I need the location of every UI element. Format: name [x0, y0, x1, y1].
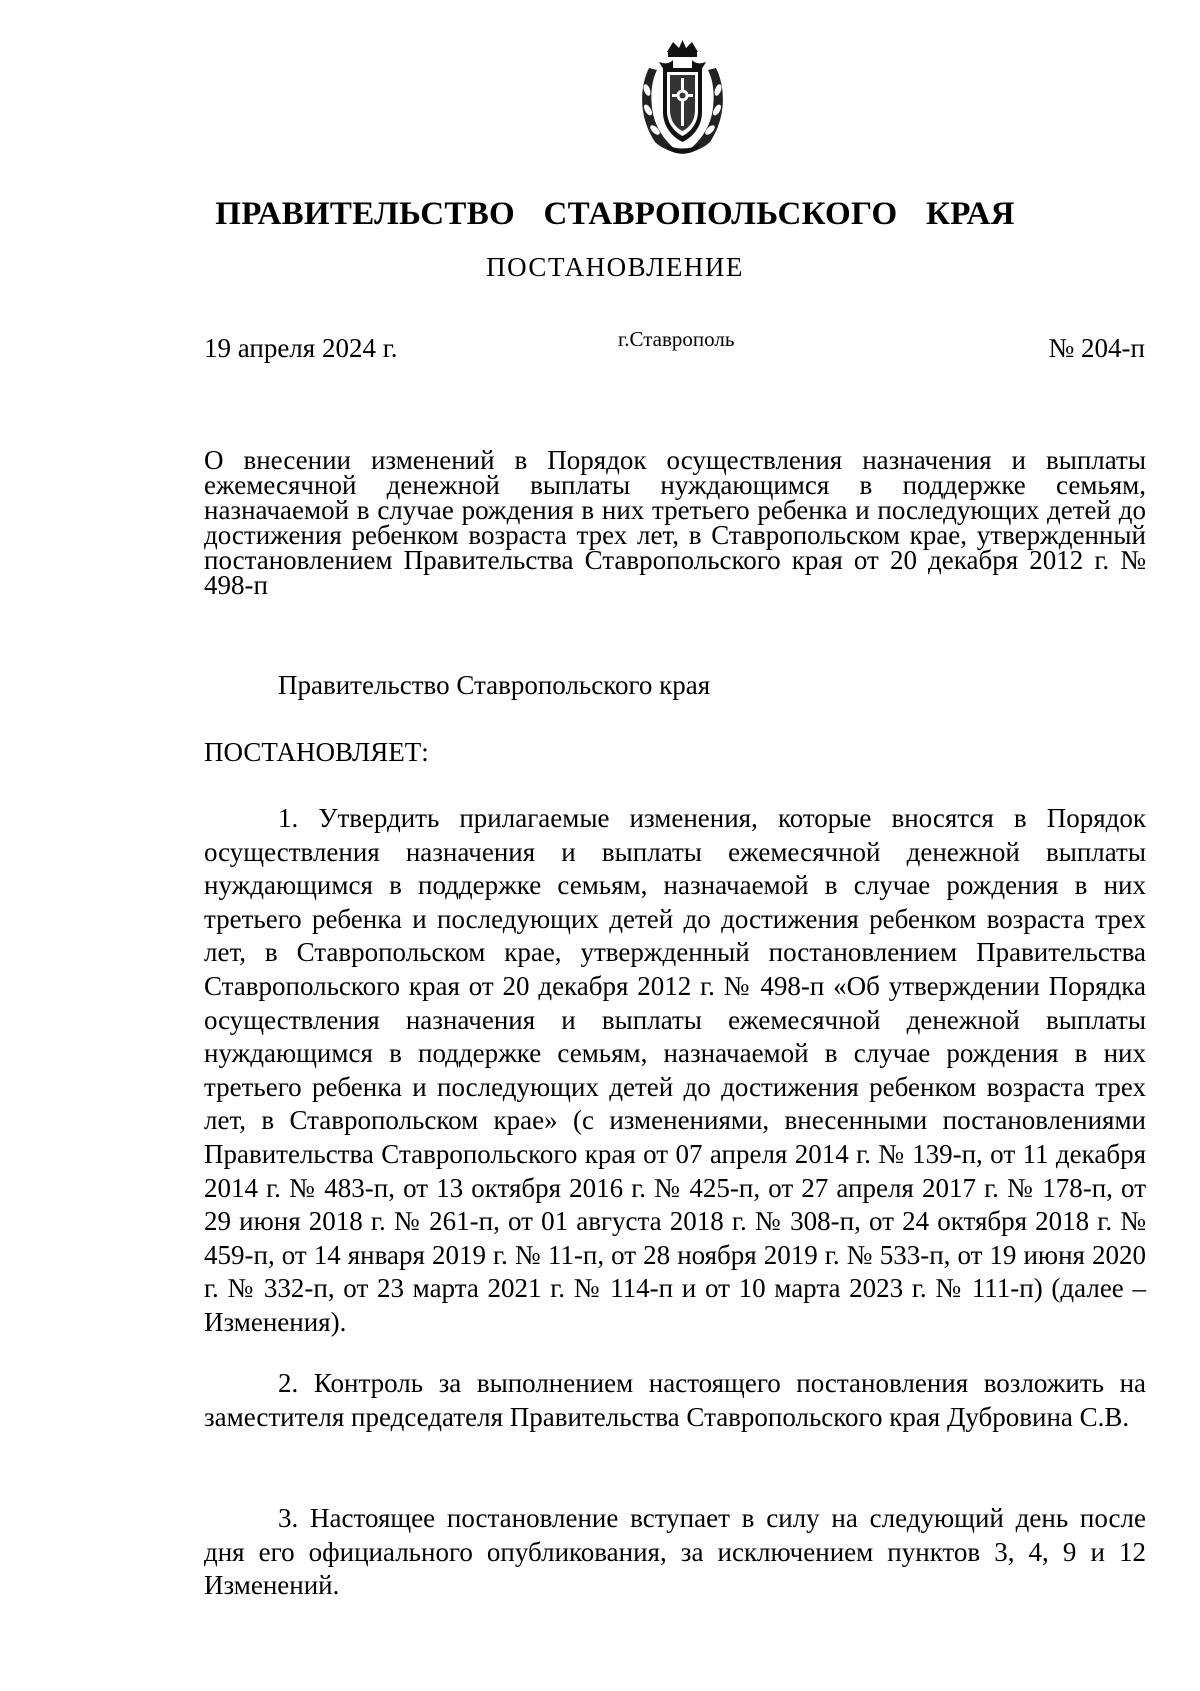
document-type: ПОСТАНОВЛЕНИЕ	[486, 252, 744, 282]
resolves-heading: ПОСТАНОВЛЯЕТ:	[204, 737, 429, 767]
preamble: Правительство Ставропольского края	[278, 670, 711, 700]
document-number: № 204-п	[1048, 333, 1145, 363]
organization-title: ПРАВИТЕЛЬСТВО СТАВРОПОЛЬСКОГО КРАЯ	[215, 196, 1015, 232]
document-subject: О внесении изменений в Порядок осуществления назначения и выплаты ежемесячной денежной выплаты нуждающимся в поддержке семьям, назначаемой в случае рождения в них третьего ребенка и последующих детей до достижения ребенком возраста трех лет, в Ставропольском крае, утвержденный постановлением Правительства Ставропольского края от 20 декабря 2012 г. № 498-п	[204, 445, 1146, 600]
document-date: 19 апреля 2024 г.	[204, 333, 398, 363]
coat-of-arms-icon	[635, 38, 730, 158]
paragraph-3: 3. Настоящее постановление вступает в силу на следующий день после дня его официального опубликования, за исключением пунктов 3, 4, 9 и 12 Изменений.	[204, 1503, 1146, 1601]
paragraph-1: 1. Утвердить прилагаемые изменения, которые вносятся в Порядок осуществления назначения и выплаты ежемесячной денежной выплаты нуждающимся в поддержке семьям, назначаемой в случае рождения в них третьего ребенка и последующих детей до достижения ребенком возраста трех лет, в Ставропольском крае, утвержденный постановлением Правительства Ставропольского края от 20 декабря 2012 г. № 498-п «Об утверждении Порядка осуществления назначения и выплаты ежемесячной денежной выплаты нуждающимся в поддержке семьям, назначаемой в случае рождения в них третьего ребенка и последующих детей до достижения ребенком возраста трех лет, в Ставропольском крае» (с изменениями, внесенными постановлениями Правительства Ставропольского края от 07 апреля 2014 г. № 139-п, от 11 декабря 2014 г. № 483-п, от 13 октября 2016 г. № 425-п, от 27 апреля 2017 г. № 178-п, от 29 июня 2018 г. № 261-п, от 01 августа 2018 г. № 308-п, от 24 октября 2018 г. № 459-п, от 14 января 2019 г. № 11-п, от 28 ноября 2019 г. № 533-п, от 19 июня 2020 г. № 332-п, от 23 марта 2021 г. № 114-п и от 10 марта 2023 г. № 111-п) (далее – Изменения).	[204, 803, 1146, 1337]
paragraph-2: 2. Контроль за выполнением настоящего постановления возложить на заместителя председателя Правительства Ставропольского края Дубровина С.В.	[204, 1368, 1146, 1432]
document-city: г.Ставрополь	[618, 327, 735, 351]
